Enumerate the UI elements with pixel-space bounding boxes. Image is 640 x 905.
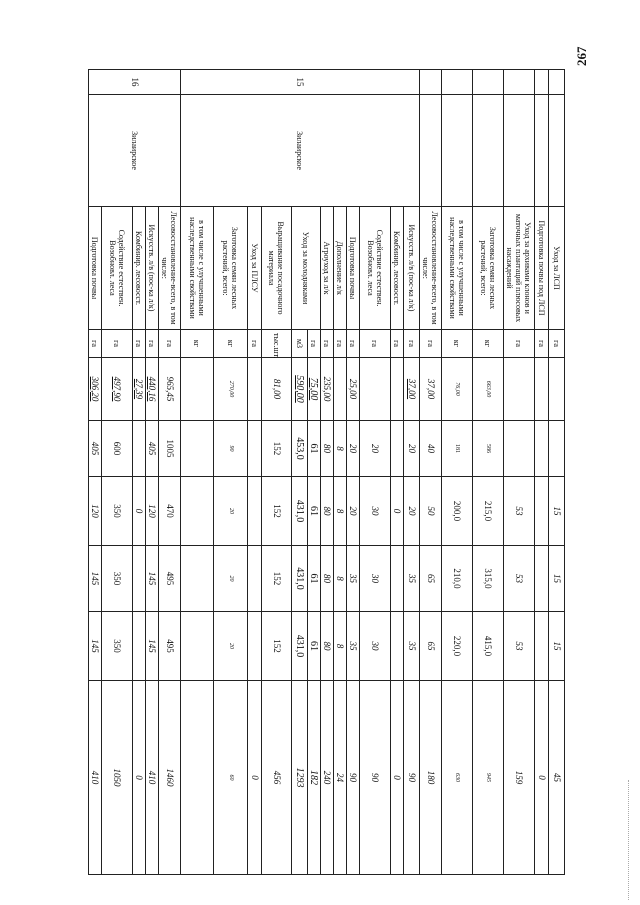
value-cell-y3: 20: [214, 546, 248, 612]
value-cell-y1: 152: [262, 421, 292, 477]
table-row: [549, 70, 565, 875]
value-cell-y1: 405: [146, 421, 159, 477]
value-cell-y3: 315,0: [473, 546, 504, 612]
value-cell-y4: 145: [146, 612, 159, 681]
value-cell-y5: 60: [214, 681, 248, 875]
value-cell-y4: [181, 612, 214, 681]
unit-cell: га: [347, 330, 360, 358]
unit-cell: га: [133, 330, 146, 358]
total-cell: 27,39: [133, 358, 146, 421]
value-cell-y1: [549, 421, 565, 477]
value-cell-y3: 210,0: [442, 546, 473, 612]
unit-cell: кг: [442, 330, 473, 358]
unit-cell: га: [391, 330, 404, 358]
unit-cell: га: [248, 330, 262, 358]
blank-cell: [549, 95, 565, 207]
table-row: [473, 70, 504, 875]
blank-cell: [420, 95, 442, 207]
total-cell: 270,00: [214, 358, 248, 421]
value-cell-y4: 61: [308, 612, 321, 681]
value-cell-y2: [181, 477, 214, 546]
value-cell-y2: 120: [146, 477, 159, 546]
activity-name-cell: Искусств. л/в (пос-ка л/к): [146, 207, 159, 330]
activity-name-cell: Искусств. л/в (пос-ка л/к): [404, 207, 420, 330]
blank-cell: [549, 70, 565, 95]
activity-name-cell: Уход за молодняками: [292, 207, 321, 330]
total-cell: 76,00: [442, 358, 473, 421]
total-cell: [549, 358, 565, 421]
value-cell-y5: 45: [549, 681, 565, 875]
total-cell: 81,00: [262, 358, 292, 421]
unit-cell: га: [102, 330, 133, 358]
value-cell-y4: 145: [89, 612, 102, 681]
value-cell-y3: 35: [347, 546, 360, 612]
value-cell-y2: 0: [391, 477, 404, 546]
total-cell: [334, 358, 347, 421]
blank-cell: [504, 95, 535, 207]
unit-cell: га: [146, 330, 159, 358]
blank-cell: [442, 70, 473, 95]
total-cell: 497,90: [102, 358, 133, 421]
value-cell-y4: 15: [549, 612, 565, 681]
value-cell-y3: 53: [504, 546, 535, 612]
value-cell-y5: 182: [308, 681, 321, 875]
value-cell-y5: 1460: [159, 681, 181, 875]
unit-cell: га: [159, 330, 181, 358]
activity-name-cell: Уход за архивами клонов и маточных плантаций плюсовых насаждений: [504, 207, 535, 330]
scan-artifact: [628, 780, 632, 900]
value-cell-y3: 80: [321, 546, 334, 612]
activity-name-cell: в том числе с улучшенными наследственными свойствами: [442, 207, 473, 330]
value-cell-y2: 61: [308, 477, 321, 546]
total-cell: [504, 358, 535, 421]
value-cell-y4: 35: [404, 612, 420, 681]
blank-cell: [473, 95, 504, 207]
value-cell-y2: 30: [360, 477, 391, 546]
value-cell-y4: 431,0: [292, 612, 308, 681]
value-cell-y4: 30: [360, 612, 391, 681]
unit-cell: м3: [292, 330, 308, 358]
value-cell-y2: 20: [214, 477, 248, 546]
value-cell-y4: 350: [102, 612, 133, 681]
value-cell-y4: [535, 612, 549, 681]
blank-cell: [535, 70, 549, 95]
activity-name-cell: Лесовосстановление-всего, в том числе:: [420, 207, 442, 330]
activity-name-cell: Содействие естествен. Возобновл. леса: [102, 207, 133, 330]
total-cell: [360, 358, 391, 421]
value-cell-y2: 53: [504, 477, 535, 546]
value-cell-y2: [248, 477, 262, 546]
value-cell-y2: 20: [404, 477, 420, 546]
value-cell-y4: [391, 612, 404, 681]
value-cell-y4: 220,0: [442, 612, 473, 681]
total-cell: 235,00: [321, 358, 334, 421]
value-cell-y5: 90: [360, 681, 391, 875]
value-cell-y1: 405: [89, 421, 102, 477]
value-cell-y5: 159: [504, 681, 535, 875]
value-cell-y3: 15: [549, 546, 565, 612]
value-cell-y2: 80: [321, 477, 334, 546]
activity-name-cell: Уход за ЛСП: [549, 207, 565, 330]
value-cell-y1: 20: [347, 421, 360, 477]
unit-cell: га: [308, 330, 321, 358]
activity-name-cell: Подготовка почвы: [347, 207, 360, 330]
total-cell: 590,00: [292, 358, 308, 421]
total-cell: 25,00: [347, 358, 360, 421]
unit-cell: тыс.шт.: [262, 330, 292, 358]
value-cell-y2: 8: [334, 477, 347, 546]
total-cell: [391, 358, 404, 421]
unit-cell: га: [420, 330, 442, 358]
activity-name-cell: Заготовка семян лесных растений, всего:: [214, 207, 248, 330]
value-cell-y3: [248, 546, 262, 612]
page-number: 267: [574, 46, 589, 66]
total-cell: [535, 358, 549, 421]
forestry-plan-table: [88, 69, 565, 875]
table-row: [504, 70, 535, 875]
value-cell-y5: 456: [262, 681, 292, 875]
value-cell-y1: [133, 421, 146, 477]
value-cell-y3: 65: [420, 546, 442, 612]
value-cell-y2: 215,0: [473, 477, 504, 546]
table-row: [535, 70, 549, 875]
value-cell-y5: 410: [89, 681, 102, 875]
activity-name-cell: Уход за ПЛСУ: [248, 207, 262, 330]
table-row: [159, 70, 181, 875]
value-cell-y3: 152: [262, 546, 292, 612]
value-cell-y3: [181, 546, 214, 612]
value-cell-y4: 65: [420, 612, 442, 681]
value-cell-y3: 145: [89, 546, 102, 612]
value-cell-y2: 0: [133, 477, 146, 546]
unit-cell: га: [404, 330, 420, 358]
value-cell-y1: [248, 421, 262, 477]
total-cell: [181, 358, 214, 421]
value-cell-y1: 40: [420, 421, 442, 477]
value-cell-y5: 90: [404, 681, 420, 875]
total-cell: 440,16: [146, 358, 159, 421]
blank-cell: [535, 95, 549, 207]
blank-cell: [442, 95, 473, 207]
total-cell: 965,45: [159, 358, 181, 421]
total-cell: 37,00: [420, 358, 442, 421]
value-cell-y5: 240: [321, 681, 334, 875]
value-cell-y5: 24: [334, 681, 347, 875]
activity-name-cell: Агроуход за л/к: [321, 207, 334, 330]
activity-name-cell: Выращивание посадочного материала: [262, 207, 292, 330]
value-cell-y3: 495: [159, 546, 181, 612]
value-cell-y1: [181, 421, 214, 477]
value-cell-y2: 20: [347, 477, 360, 546]
value-cell-y4: [133, 612, 146, 681]
value-cell-y5: 90: [347, 681, 360, 875]
value-cell-y5: [181, 681, 214, 875]
value-cell-y1: 20: [360, 421, 391, 477]
value-cell-y2: 50: [420, 477, 442, 546]
value-cell-y1: [391, 421, 404, 477]
unit-cell: га: [89, 330, 102, 358]
value-cell-y1: 453,0: [292, 421, 308, 477]
value-cell-y3: [535, 546, 549, 612]
value-cell-y1: 586: [473, 421, 504, 477]
rotated-page: [90, 69, 565, 874]
value-cell-y2: 120: [89, 477, 102, 546]
value-cell-y1: 20: [404, 421, 420, 477]
value-cell-y5: 1293: [292, 681, 308, 875]
unit-cell: га: [360, 330, 391, 358]
value-cell-y5: 0: [248, 681, 262, 875]
table-row: [442, 70, 473, 875]
value-cell-y4: 53: [504, 612, 535, 681]
value-cell-y3: 145: [146, 546, 159, 612]
value-cell-y3: 8: [334, 546, 347, 612]
value-cell-y4: 415,0: [473, 612, 504, 681]
activity-name-cell: Дополнение л/к: [334, 207, 347, 330]
value-cell-y3: [133, 546, 146, 612]
value-cell-y1: 90: [214, 421, 248, 477]
value-cell-y1: 61: [308, 421, 321, 477]
value-cell-y3: 61: [308, 546, 321, 612]
value-cell-y4: 35: [347, 612, 360, 681]
blank-cell: [473, 70, 504, 95]
total-cell: 75,00: [308, 358, 321, 421]
table-container: [90, 69, 565, 874]
value-cell-y5: 630: [442, 681, 473, 875]
value-cell-y5: 0: [535, 681, 549, 875]
value-cell-y4: 80: [321, 612, 334, 681]
value-cell-y5: 1050: [102, 681, 133, 875]
value-cell-y4: 152: [262, 612, 292, 681]
value-cell-y2: 15: [549, 477, 565, 546]
value-cell-y1: [535, 421, 549, 477]
unit-cell: кг: [473, 330, 504, 358]
forestry-name-cell: Зилаирское: [89, 95, 181, 207]
value-cell-y2: 200,0: [442, 477, 473, 546]
activity-name-cell: в том числе с улучшенными наследственными свойствами: [181, 207, 214, 330]
value-cell-y4: 8: [334, 612, 347, 681]
value-cell-y3: 35: [404, 546, 420, 612]
value-cell-y1: 600: [102, 421, 133, 477]
value-cell-y1: 80: [321, 421, 334, 477]
activity-name-cell: Комбинир. лесовосст.: [133, 207, 146, 330]
table-row: [420, 70, 442, 875]
blank-cell: [504, 70, 535, 95]
value-cell-y2: 350: [102, 477, 133, 546]
value-cell-y5: 180: [420, 681, 442, 875]
unit-cell: га: [535, 330, 549, 358]
forestry-name-cell: Зилаирское: [181, 95, 420, 207]
unit-cell: га: [549, 330, 565, 358]
total-cell: [248, 358, 262, 421]
value-cell-y4: 495: [159, 612, 181, 681]
unit-cell: га: [334, 330, 347, 358]
value-cell-y2: 470: [159, 477, 181, 546]
value-cell-y2: 152: [262, 477, 292, 546]
total-cell: 306,20: [89, 358, 102, 421]
total-cell: 37,00: [404, 358, 420, 421]
value-cell-y3: 431,0: [292, 546, 308, 612]
value-cell-y3: 30: [360, 546, 391, 612]
activity-name-cell: Лесовосстановление-всего, в том числе:: [159, 207, 181, 330]
unit-cell: кг: [181, 330, 214, 358]
value-cell-y5: 0: [391, 681, 404, 875]
value-cell-y5: 410: [146, 681, 159, 875]
unit-cell: га: [321, 330, 334, 358]
total-cell: 663,00: [473, 358, 504, 421]
activity-name-cell: Заготовка семян лесных растений, всего:: [473, 207, 504, 330]
unit-cell: кг: [214, 330, 248, 358]
value-cell-y2: 431,0: [292, 477, 308, 546]
value-cell-y5: 945: [473, 681, 504, 875]
activity-name-cell: Содействие естествен. Возобновл. леса: [360, 207, 391, 330]
blank-cell: [420, 70, 442, 95]
value-cell-y1: 8: [334, 421, 347, 477]
table-row: [404, 70, 420, 875]
value-cell-y3: [391, 546, 404, 612]
activity-name-cell: Подготовка почвы под ЛСП: [535, 207, 549, 330]
value-cell-y5: 0: [133, 681, 146, 875]
value-cell-y1: [504, 421, 535, 477]
activity-name-cell: Подготовка почвы: [89, 207, 102, 330]
section-number-cell: 16: [89, 70, 181, 95]
value-cell-y4: [248, 612, 262, 681]
value-cell-y1: 181: [442, 421, 473, 477]
value-cell-y1: 1005: [159, 421, 181, 477]
value-cell-y3: 350: [102, 546, 133, 612]
unit-cell: га: [504, 330, 535, 358]
activity-name-cell: Комбинир. лесовосст.: [391, 207, 404, 330]
value-cell-y2: [535, 477, 549, 546]
section-number-cell: 15: [181, 70, 420, 95]
value-cell-y4: 20: [214, 612, 248, 681]
